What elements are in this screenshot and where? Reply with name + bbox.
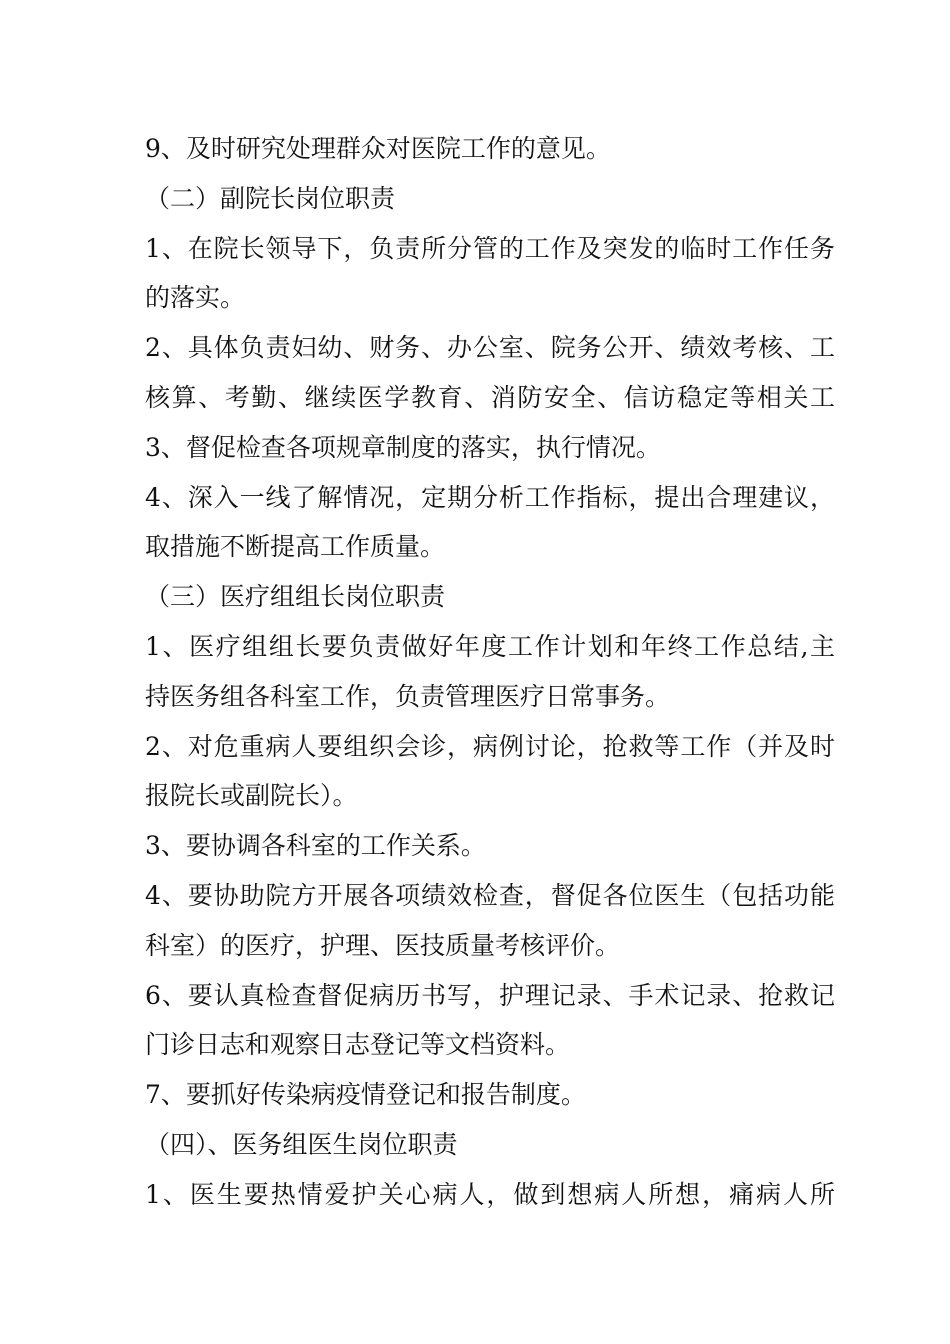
document-body — [145, 124, 835, 1220]
text-line: 1、在院长领导下，负责所分管的工作及突发的临时工作任务 — [145, 233, 835, 263]
text-line: 门诊日志和观察日志登记等文档资料。 — [145, 1030, 571, 1060]
text-line: 持医务组各科室工作，负责管理医疗日常事务。 — [145, 681, 671, 711]
text-line: 4、要协助院方开展各项绩效检查，督促各位医生（包括功能 — [145, 880, 835, 910]
text-line: 核算、考勤、继续医学教育、消防安全、信访稳定等相关工 — [145, 382, 835, 412]
text-line: 3、督促检查各项规章制度的落实，执行情况。 — [145, 432, 661, 462]
text-line: 6、要认真检查督促病历书写，护理记录、手术记录、抢救记 — [145, 980, 835, 1010]
text-line: 的落实。 — [145, 283, 246, 313]
text-line: 2、对危重病人要组织会诊，病例讨论，抢救等工作（并及时 — [145, 731, 835, 761]
text-line: 取措施不断提高工作质量。 — [145, 532, 446, 562]
text-line: 3、要协调各科室的工作关系。 — [145, 831, 486, 861]
text-line: 9、及时研究处理群众对医院工作的意见。 — [145, 134, 611, 163]
text-line: 1、医生要热情爱护关心病人，做到想病人所想，痛病人所 — [145, 1179, 835, 1209]
text-line: 7、要抓好传染病疫情登记和报告制度。 — [145, 1080, 586, 1110]
section-heading: （三）医疗组组长岗位职责 — [145, 582, 446, 612]
section-heading: （二）副院长岗位职责 — [145, 183, 396, 213]
text-line: 4、深入一线了解情况，定期分析工作指标，提出合理建议， — [145, 482, 835, 512]
text-line: 科室）的医疗，护理、医技质量考核评价。 — [145, 930, 621, 960]
text-line: 报院长或副院长）。 — [145, 781, 358, 811]
text-line: 2、具体负责妇幼、财务、办公室、院务公开、绩效考核、工 — [145, 333, 835, 363]
text-line: 1、医疗组组长要负责做好年度工作计划和年终工作总结,主 — [145, 631, 835, 661]
section-heading: （四）、医务组医生岗位职责 — [145, 1129, 458, 1159]
